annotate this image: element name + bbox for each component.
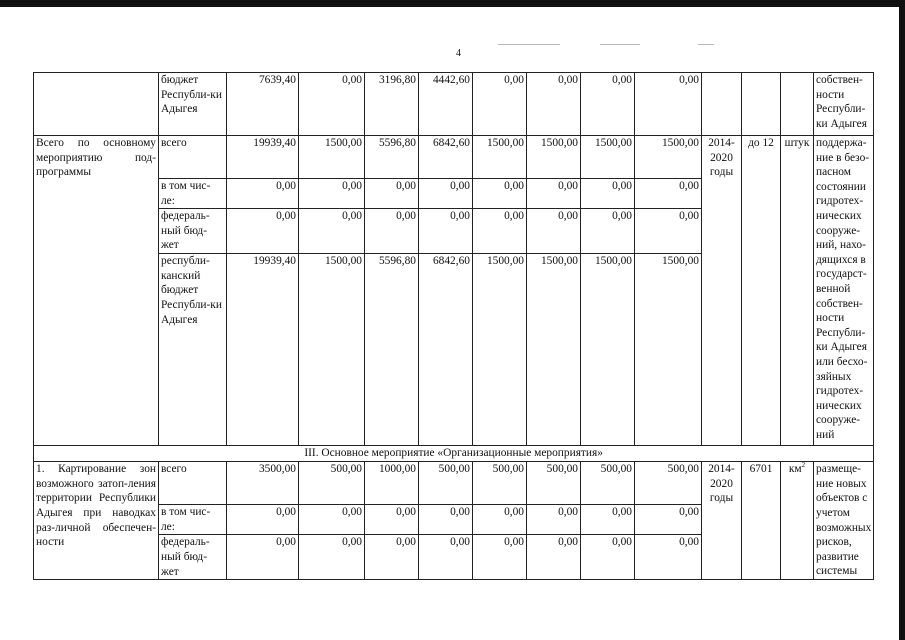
indicator-value: 6701 (742, 462, 781, 580)
value-2015: 0,00 (365, 179, 419, 209)
source-label: федераль-ный бюд-жет (159, 535, 227, 580)
value-2016: 0,00 (419, 179, 473, 209)
value-2020: 0,00 (635, 73, 702, 136)
value-2017: 1500,00 (473, 136, 527, 179)
value-2014: 500,00 (299, 462, 365, 505)
value-2015: 0,00 (365, 209, 419, 254)
value-2020: 0,00 (635, 209, 702, 254)
value-2018: 1500,00 (527, 136, 581, 179)
section-title: III. Основное мероприятие «Организационные мероприятия» (34, 446, 874, 462)
unit-superscript: 2 (801, 461, 806, 470)
value-2019: 0,00 (581, 535, 635, 580)
table-row (34, 73, 874, 136)
value-2018: 500,00 (527, 462, 581, 505)
value-2020: 0,00 (635, 179, 702, 209)
value-2015: 1000,00 (365, 462, 419, 505)
result-cell: размеще-ние новых объектов с учетом возможных рисков, развитие системы (814, 462, 874, 580)
value-2019: 0,00 (581, 73, 635, 136)
value-2019: 500,00 (581, 462, 635, 505)
value-2014: 0,00 (299, 505, 365, 535)
result-cell: поддержа-ние в безо-пасном состоянии гидротех-нических сооруже-ний, нахо-дящихся в государст-венной собствен-ности Республи-ки Адыгея или бесхо-зяйных гидротех-нических сооруже-ний (814, 136, 874, 446)
value-2015: 0,00 (365, 535, 419, 580)
value-2018: 0,00 (527, 209, 581, 254)
value-2018: 0,00 (527, 73, 581, 136)
result-cell: собствен-ности Республи-ки Адыгея (814, 73, 874, 136)
value-2015: 5596,80 (365, 136, 419, 179)
scan-smudge (600, 44, 640, 45)
value-total: 0,00 (227, 209, 299, 254)
value-2016: 6842,60 (419, 136, 473, 179)
value-total: 0,00 (227, 505, 299, 535)
value-2017: 0,00 (473, 209, 527, 254)
value-total: 3500,00 (227, 462, 299, 505)
value-2019: 0,00 (581, 505, 635, 535)
value-2017: 1500,00 (473, 254, 527, 446)
value-2015: 3196,80 (365, 73, 419, 136)
page-number: 4 (456, 48, 461, 59)
source-label: республи-канский бюджет Республи-ки Адыгея (159, 254, 227, 446)
value-2020: 0,00 (635, 505, 702, 535)
value-2020: 500,00 (635, 462, 702, 505)
event-1-label: 1. Картирование зон возможного затоп-ления территории Республики Адыгея при наводках раз-личной обеспечен-ности (34, 462, 159, 580)
value-2017: 0,00 (473, 535, 527, 580)
value-2018: 1500,00 (527, 254, 581, 446)
source-label: федераль-ный бюд-жет (159, 209, 227, 254)
program-table (33, 72, 874, 580)
value-2017: 0,00 (473, 73, 527, 136)
scan-right-border (899, 0, 905, 640)
table-row (34, 136, 874, 179)
value-2018: 0,00 (527, 535, 581, 580)
value-2020: 1500,00 (635, 136, 702, 179)
source-label: в том чис-ле: (159, 179, 227, 209)
table-row (34, 446, 874, 462)
event-total-label: Всего по основному мероприятию под-программы (34, 136, 159, 446)
value-total: 0,00 (227, 179, 299, 209)
value-2019: 0,00 (581, 179, 635, 209)
scan-smudge (698, 44, 714, 45)
indicator-cell (742, 73, 781, 136)
unit-cell (781, 462, 814, 580)
value-2014: 0,00 (299, 209, 365, 254)
unit-cell (781, 73, 814, 136)
indicator-value: до 12 (742, 136, 781, 446)
unit-cell: штук (781, 136, 814, 446)
value-2020: 0,00 (635, 535, 702, 580)
period-cell (702, 73, 742, 136)
value-2014: 1500,00 (299, 254, 365, 446)
value-2014: 0,00 (299, 179, 365, 209)
value-2020: 1500,00 (635, 254, 702, 446)
value-2014: 0,00 (299, 73, 365, 136)
value-2015: 5596,80 (365, 254, 419, 446)
source-label: в том чис-ле: (159, 505, 227, 535)
value-2014: 1500,00 (299, 136, 365, 179)
value-total: 0,00 (227, 535, 299, 580)
value-2018: 0,00 (527, 179, 581, 209)
scan-top-border (0, 0, 905, 7)
value-2016: 4442,60 (419, 73, 473, 136)
value-2016: 0,00 (419, 505, 473, 535)
value-2017: 500,00 (473, 462, 527, 505)
scan-smudge (498, 44, 560, 45)
value-2019: 0,00 (581, 209, 635, 254)
value-2017: 0,00 (473, 505, 527, 535)
value-total: 19939,40 (227, 136, 299, 179)
period-cell: 2014-2020 годы (702, 136, 742, 446)
value-2016: 0,00 (419, 535, 473, 580)
source-label: всего (159, 136, 227, 179)
value-2016: 500,00 (419, 462, 473, 505)
value-2016: 6842,60 (419, 254, 473, 446)
value-2019: 1500,00 (581, 254, 635, 446)
value-total: 7639,40 (227, 73, 299, 136)
unit-base: км (788, 463, 802, 476)
value-2017: 0,00 (473, 179, 527, 209)
value-2018: 0,00 (527, 505, 581, 535)
source-label: бюджет Республи-ки Адыгея (159, 73, 227, 136)
value-2015: 0,00 (365, 505, 419, 535)
event-cell (34, 73, 159, 136)
source-label: всего (159, 462, 227, 505)
value-total: 19939,40 (227, 254, 299, 446)
table-row (34, 462, 874, 505)
value-2014: 0,00 (299, 535, 365, 580)
period-cell: 2014-2020 годы (702, 462, 742, 580)
value-2016: 0,00 (419, 209, 473, 254)
value-2019: 1500,00 (581, 136, 635, 179)
